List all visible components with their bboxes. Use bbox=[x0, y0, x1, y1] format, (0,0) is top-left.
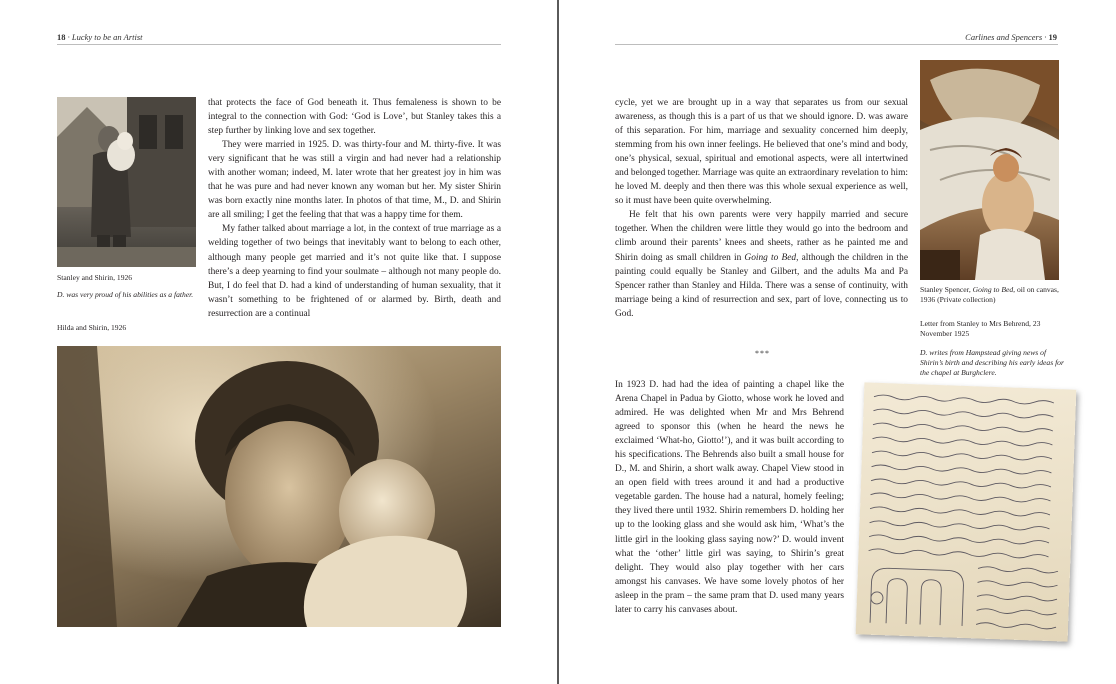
header-rule bbox=[57, 44, 501, 45]
right-page-number: 19 bbox=[1048, 32, 1057, 42]
right-lower-paragraph: In 1923 D. had had the idea of painting a chapel like the Arena Chapel in Padua by Giotto, whose work he loved and admired. He was delighted when Mr and Mrs Behrend agreed to sponsor this (when he heard the news he exclaimed ‘What-ho, Giotto!’), and it was built according to his specifications. The Behrends also built a small house for D., M. and Shirin, a short walk away. Chapel View stood in an open field with trees around it and had a productive vegetable garden. The house had a natural, homely feeling; they lived there until 1932. Shirin remembers D. holding her up to the looking glass and she would ask him, ‘What’s the little girl in the looking glass saying now?’ D. would invent what the ‘other’ little girl was saying, to Shirin’s great delight. They would also play together with her cars amongst his canvases. We have some lovely photos of her asleep in the pram – the same pram that D. used many years later to carry his canvases about. bbox=[615, 380, 844, 615]
photo-stanley-and-shirin bbox=[57, 97, 196, 267]
painting-going-to-bed-image bbox=[920, 60, 1059, 280]
left-page-number: 18 bbox=[57, 32, 66, 42]
left-running-head: 18 · Lucky to be an Artist bbox=[57, 32, 143, 42]
left-paragraph: My father talked about marriage a lot, in the context of true marriage as a welding together of two beings that inevitably want to belong to each other, although many people get married and it’s not quite like that. I suppose there’s a deep yearning to find your soulmate – although not many people do. But, I do feel that D. had a kind of understanding of human sexuality, that it wasn’t something to be frightened of or alarmed by. Birth, death and resurrection are a continual bbox=[208, 224, 501, 319]
letter-handwriting bbox=[856, 382, 1077, 641]
photo-hilda-and-shirin-image bbox=[57, 346, 501, 627]
caption-painting: Stanley Spencer, Going to Bed, oil on canvas, 1936 (Private collection) bbox=[920, 285, 1059, 304]
caption-proud-father: D. was very proud of his abilities as a father. bbox=[57, 290, 194, 299]
painting-title-inline: Going to Bed bbox=[744, 252, 797, 263]
left-running-title: Lucky to be an Artist bbox=[71, 32, 143, 42]
right-lower-text-column bbox=[615, 378, 844, 617]
caption-letter-note: D. writes from Hampstead giving news of Shirin’s birth and describing his early ideas for the chapel at Burghclere. bbox=[920, 348, 1064, 377]
caption-stanley-and-shirin: Stanley and Shirin, 1926 bbox=[57, 273, 133, 282]
photo-stanley-and-shirin-image bbox=[57, 97, 196, 267]
caption-letter: Letter from Stanley to Mrs Behrend, 23 November 1925 bbox=[920, 319, 1041, 338]
left-text-column bbox=[208, 96, 501, 321]
header-rule bbox=[615, 44, 1058, 45]
right-running-head: Carlines and Spencers · 19 bbox=[965, 32, 1057, 42]
right-text-column bbox=[615, 96, 908, 321]
photo-hilda-and-shirin bbox=[57, 346, 501, 627]
right-paragraph-going-to-bed: He felt that his own parents were very happily married and secure together. When the children were little they would go into the bedroom and climb around their parents’ knees and sheets, rather as he painted me and Shirin doing as small children in Going to Bed, although the children in the painting could equally be Stanley and Gilbert, and the adults Ma and Pa Spencer rather than Stanley and Hilda. There was a sense of continuity, with marriage being a kind of resurrection and sex, part of love, connecting us to God. bbox=[615, 210, 908, 319]
left-paragraph: They were married in 1925. D. was thirty-four and M. thirty-five. It was very significant that he was still a virgin and had never had a relationship with another woman; indeed, M. later wrote that her greatest joy in him was that he was pure and had never known any woman but her. My sister Shirin was born exactly nine months later. In photos of that time, M., D. and Shirin are all smiling; I get the feeling that that was a happy time for them. bbox=[208, 140, 501, 221]
right-paragraph: cycle, yet we are brought up in a way that separates us from our sexual awareness, as though this is a part of us that we should ignore. D. was aware of this separation. For him, marriage and sexuality concerned him deeply, stemming from his own inner feelings. He believed that one’s mind and body, one’s physical, sexual, spiritual and emotional aspects, were all intertwined and belonged together. Marriage was quite an extraordinary revelation to him: he loved M. deeply and then there was this whole sexual experience as well, so it must have been quite overwhelming. bbox=[615, 98, 908, 207]
handwritten-letter-image bbox=[856, 382, 1077, 641]
left-page bbox=[0, 0, 557, 684]
painting-going-to-bed bbox=[920, 60, 1059, 280]
section-break: *** bbox=[755, 349, 770, 358]
left-paragraph: that protects the face of God beneath it. Thus femaleness is shown to be integral to the connection with God: ‘God is Love’, but Stanley takes this a step further by linking love and sex together. bbox=[208, 98, 501, 137]
right-running-title: Carlines and Spencers bbox=[965, 32, 1043, 42]
caption-hilda-and-shirin: Hilda and Shirin, 1926 bbox=[57, 323, 127, 332]
